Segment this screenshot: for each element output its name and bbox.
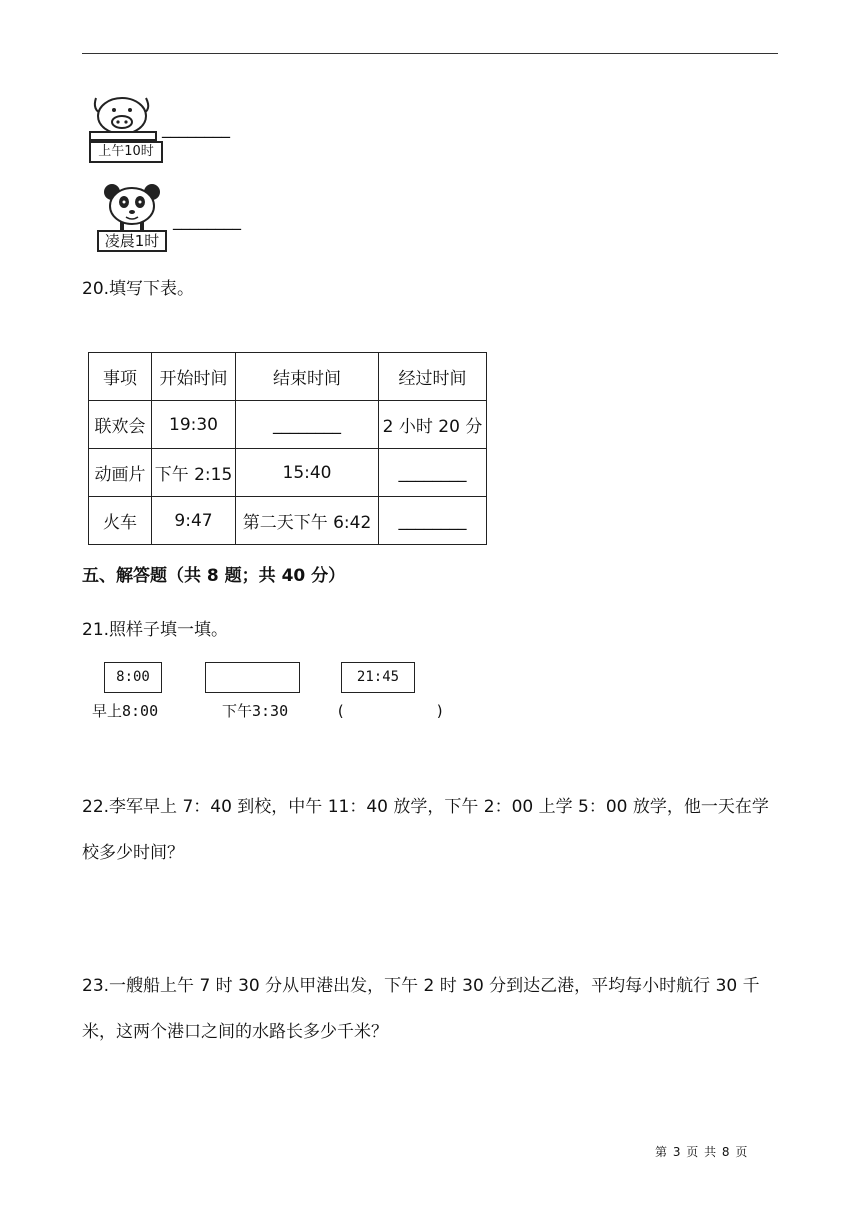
table-cell: 2 小时 20 分 [379, 401, 487, 449]
panda-sign-label: 凌晨1时 [97, 230, 167, 252]
time-table [88, 352, 487, 545]
table-header-row [89, 353, 487, 401]
table-cell: 19:30 [152, 401, 236, 449]
table-cell: 第二天下午 6:42 [236, 497, 379, 545]
clock-caption: 下午3:30 [222, 702, 289, 720]
page-number: 第 3 页 共 8 页 [655, 1145, 749, 1159]
section-heading: 五、解答题（共 8 题；共 40 分） [82, 566, 346, 586]
table-cell: 动画片 [89, 449, 152, 497]
table-cell: 下午 2:15 [152, 449, 236, 497]
table-row [89, 449, 487, 497]
table-row [89, 497, 487, 545]
q23-text: 23.一艘船上午 7 时 30 分从甲港出发，下午 2 时 30 分到达乙港，平均每小时航行 30 千米，这两个港口之间的水路长多少千米？ [82, 976, 760, 1042]
header-cell: 结束时间 [236, 353, 379, 401]
clock-answer-blank[interactable]: ( ) [336, 702, 445, 720]
table-cell: 火车 [89, 497, 152, 545]
pig-sign-label: 上午10时 [89, 141, 163, 163]
table-cell: 联欢会 [89, 401, 152, 449]
table-cell: 9:47 [152, 497, 236, 545]
answer-blank-cell[interactable]: ________ [379, 497, 487, 545]
header-cell: 经过时间 [379, 353, 487, 401]
pig-answer-blank[interactable]: ________ [162, 119, 230, 139]
digital-clock-answer-box[interactable] [205, 662, 300, 693]
q20-title: 20.填写下表。 [82, 279, 195, 299]
panda-icon [100, 182, 164, 232]
header-rule [82, 53, 778, 54]
header-cell: 事项 [89, 353, 152, 401]
digital-clock-box: 21:45 [341, 662, 415, 693]
q22-text: 22.李军早上 7：40 到校，中午 11：40 放学，下午 2：00 上学 5：00 放学，他一天在学校多少时间？ [82, 797, 769, 863]
clock-caption: 早上8:00 [92, 702, 159, 720]
panda-answer-blank[interactable]: ________ [173, 211, 241, 231]
table-cell: 15:40 [236, 449, 379, 497]
table-row [89, 401, 487, 449]
header-cell: 开始时间 [152, 353, 236, 401]
digital-clock-box: 8:00 [104, 662, 162, 693]
q21-title: 21.照样子填一填。 [82, 620, 229, 640]
answer-blank-cell[interactable]: ________ [379, 449, 487, 497]
answer-blank-cell[interactable]: ________ [236, 401, 379, 449]
pig-icon [88, 92, 160, 142]
